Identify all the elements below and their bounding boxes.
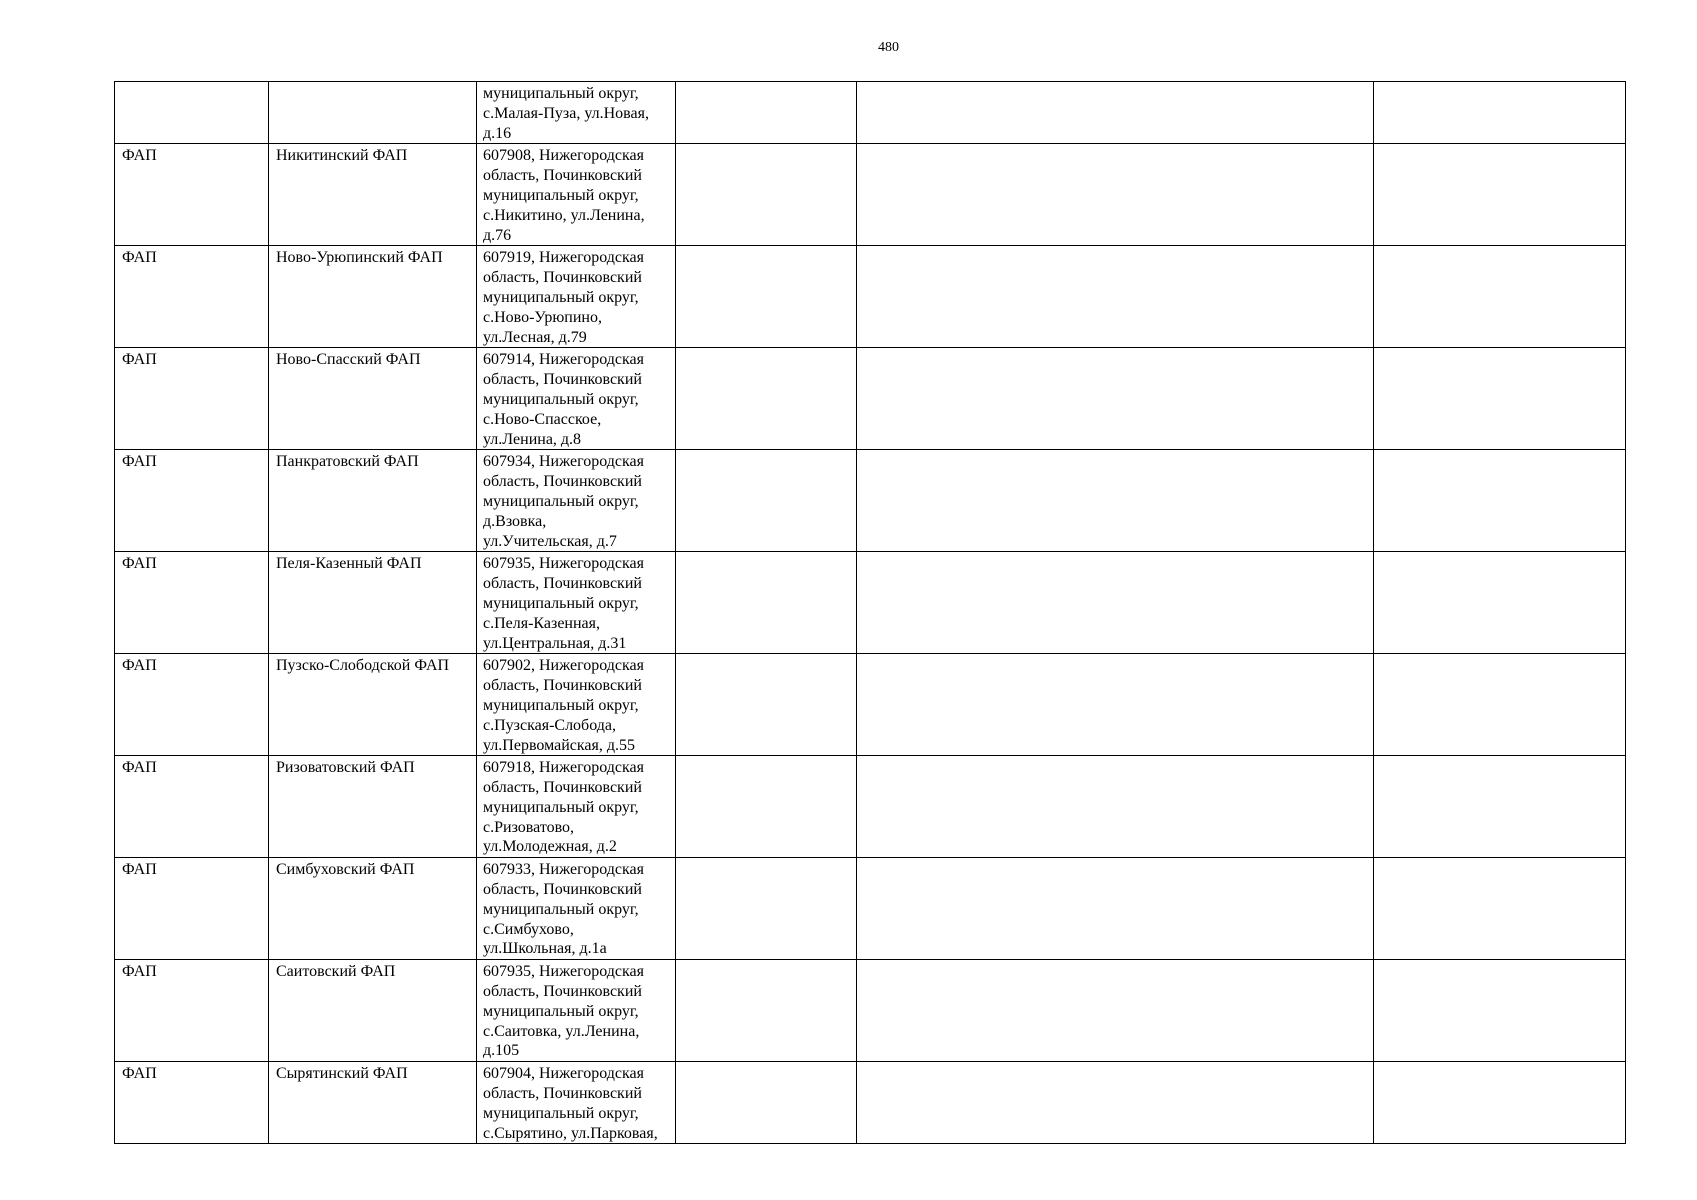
table-row — [115, 960, 1626, 1062]
cell-name: Сырятинский ФАП — [269, 1062, 477, 1144]
address-line: с.Никитино, ул.Ленина, — [483, 206, 645, 224]
address-line: с.Ново-Спасское, — [483, 410, 602, 428]
address-line: ул.Лесная, д.79 — [483, 328, 587, 346]
cell-name: Никитинский ФАП — [269, 144, 477, 246]
cell-empty-4 — [676, 1062, 857, 1144]
table-row — [115, 1062, 1626, 1144]
address-line: с.Пеля-Казенная, — [483, 614, 600, 632]
cell-empty-6 — [1374, 348, 1626, 450]
address-line: д.16 — [483, 124, 512, 142]
cell-type: ФАП — [115, 1062, 269, 1144]
table-row — [115, 756, 1626, 858]
address-line: 607904, Нижегородская — [483, 1065, 644, 1083]
address-line: с.Малая-Пуза, ул.Новая, — [483, 104, 649, 122]
cell-address — [477, 756, 676, 858]
address-line: ул.Центральная, д.31 — [483, 634, 627, 652]
address-line: муниципальный округ, — [483, 1104, 639, 1122]
cell-name: Симбуховский ФАП — [269, 858, 477, 960]
address-line: д.76 — [483, 226, 512, 244]
cell-empty-5 — [857, 246, 1374, 348]
cell-type: ФАП — [115, 552, 269, 654]
cell-empty-5 — [857, 348, 1374, 450]
cell-empty-4 — [676, 348, 857, 450]
address-line: область, Починковский — [483, 371, 642, 389]
cell-empty-4 — [676, 858, 857, 960]
address-line: муниципальный округ, — [483, 492, 639, 510]
cell-address — [477, 450, 676, 552]
address-line: 607914, Нижегородская — [483, 351, 644, 369]
address-line: 607934, Нижегородская — [483, 453, 644, 471]
cell-address — [477, 654, 676, 756]
cell-name: Ново-Урюпинский ФАП — [269, 246, 477, 348]
cell-empty-6 — [1374, 144, 1626, 246]
cell-empty-5 — [857, 1062, 1374, 1144]
address-line: область, Починковский — [483, 983, 642, 1001]
address-line: область, Починковский — [483, 269, 642, 287]
cell-empty-5 — [857, 144, 1374, 246]
cell-empty-5 — [857, 960, 1374, 1062]
cell-empty-5 — [857, 82, 1374, 144]
address-line: муниципальный округ, — [483, 1002, 639, 1020]
table-row — [115, 450, 1626, 552]
address-line: ул.Ленина, д.8 — [483, 430, 582, 448]
cell-name: Саитовский ФАП — [269, 960, 477, 1062]
cell-name: Пеля-Казенный ФАП — [269, 552, 477, 654]
address-line: муниципальный округ, — [483, 186, 639, 204]
cell-name: Ново-Спасский ФАП — [269, 348, 477, 450]
cell-type: ФАП — [115, 756, 269, 858]
cell-empty-6 — [1374, 450, 1626, 552]
cell-address — [477, 552, 676, 654]
facilities-table — [114, 81, 1626, 1144]
address-line: 607918, Нижегородская — [483, 759, 644, 777]
cell-empty-6 — [1374, 1062, 1626, 1144]
cell-type: ФАП — [115, 348, 269, 450]
cell-empty-5 — [857, 756, 1374, 858]
cell-address — [477, 1062, 676, 1144]
cell-type: ФАП — [115, 960, 269, 1062]
address-line: область, Починковский — [483, 473, 642, 491]
address-line: д.Взовка, — [483, 512, 547, 530]
address-line: область, Починковский — [483, 779, 642, 797]
address-line: муниципальный округ, — [483, 390, 639, 408]
cell-address — [477, 348, 676, 450]
address-line: муниципальный округ, — [483, 594, 639, 612]
cell-address — [477, 960, 676, 1062]
cell-empty-4 — [676, 144, 857, 246]
cell-empty-6 — [1374, 82, 1626, 144]
address-line: с.Ризоватово, — [483, 818, 575, 836]
table-row — [115, 654, 1626, 756]
cell-name: Пузско-Слободской ФАП — [269, 654, 477, 756]
cell-empty-5 — [857, 858, 1374, 960]
address-line: область, Починковский — [483, 167, 642, 185]
cell-type: ФАП — [115, 450, 269, 552]
address-line: муниципальный округ, — [483, 798, 639, 816]
table-row — [115, 858, 1626, 960]
cell-type: ФАП — [115, 858, 269, 960]
cell-empty-4 — [676, 756, 857, 858]
table-row — [115, 552, 1626, 654]
table-row — [115, 82, 1626, 144]
address-line: 607908, Нижегородская — [483, 147, 644, 165]
address-line: 607919, Нижегородская — [483, 249, 644, 267]
cell-empty-6 — [1374, 858, 1626, 960]
cell-type: ФАП — [115, 654, 269, 756]
address-line: муниципальный округ, — [483, 696, 639, 714]
cell-address — [477, 858, 676, 960]
cell-address — [477, 82, 676, 144]
address-line: с.Саитовка, ул.Ленина, — [483, 1022, 640, 1040]
address-line: область, Починковский — [483, 677, 642, 695]
address-line: муниципальный округ, — [483, 288, 639, 306]
address-line: ул.Учительская, д.7 — [483, 532, 617, 550]
cell-empty-5 — [857, 654, 1374, 756]
address-line: ул.Первомайская, д.55 — [483, 736, 635, 754]
table-row — [115, 348, 1626, 450]
page-number: 480 — [878, 40, 899, 55]
cell-empty-6 — [1374, 654, 1626, 756]
address-line: область, Починковский — [483, 1085, 642, 1103]
address-line: область, Починковский — [483, 881, 642, 899]
cell-address — [477, 144, 676, 246]
cell-type — [115, 82, 269, 144]
cell-empty-4 — [676, 960, 857, 1062]
cell-address — [477, 246, 676, 348]
cell-empty-5 — [857, 552, 1374, 654]
table-row — [115, 144, 1626, 246]
address-line: область, Починковский — [483, 575, 642, 593]
table-body — [115, 82, 1626, 1144]
address-line: с.Пузская-Слобода, — [483, 716, 616, 734]
address-line: 607933, Нижегородская — [483, 861, 644, 879]
address-line: 607902, Нижегородская — [483, 657, 644, 675]
cell-name: Панкратовский ФАП — [269, 450, 477, 552]
cell-name — [269, 82, 477, 144]
cell-type: ФАП — [115, 246, 269, 348]
cell-empty-4 — [676, 246, 857, 348]
address-line: 607935, Нижегородская — [483, 555, 644, 573]
cell-empty-6 — [1374, 246, 1626, 348]
table-row — [115, 246, 1626, 348]
cell-type: ФАП — [115, 144, 269, 246]
address-line: с.Сырятино, ул.Парковая, — [483, 1124, 658, 1142]
address-line: муниципальный округ, — [483, 900, 639, 918]
cell-empty-6 — [1374, 960, 1626, 1062]
cell-empty-4 — [676, 654, 857, 756]
cell-empty-4 — [676, 82, 857, 144]
address-line: с.Симбухово, — [483, 920, 574, 938]
address-line: с.Ново-Урюпино, — [483, 308, 602, 326]
cell-empty-6 — [1374, 552, 1626, 654]
cell-empty-4 — [676, 450, 857, 552]
address-line: ул.Школьная, д.1а — [483, 940, 607, 958]
address-line: 607935, Нижегородская — [483, 963, 644, 981]
cell-empty-6 — [1374, 756, 1626, 858]
cell-empty-4 — [676, 552, 857, 654]
address-line: ул.Молодежная, д.2 — [483, 838, 617, 856]
cell-empty-5 — [857, 450, 1374, 552]
address-line: д.105 — [483, 1042, 520, 1060]
address-line: муниципальный округ, — [483, 85, 639, 102]
cell-name: Ризоватовский ФАП — [269, 756, 477, 858]
